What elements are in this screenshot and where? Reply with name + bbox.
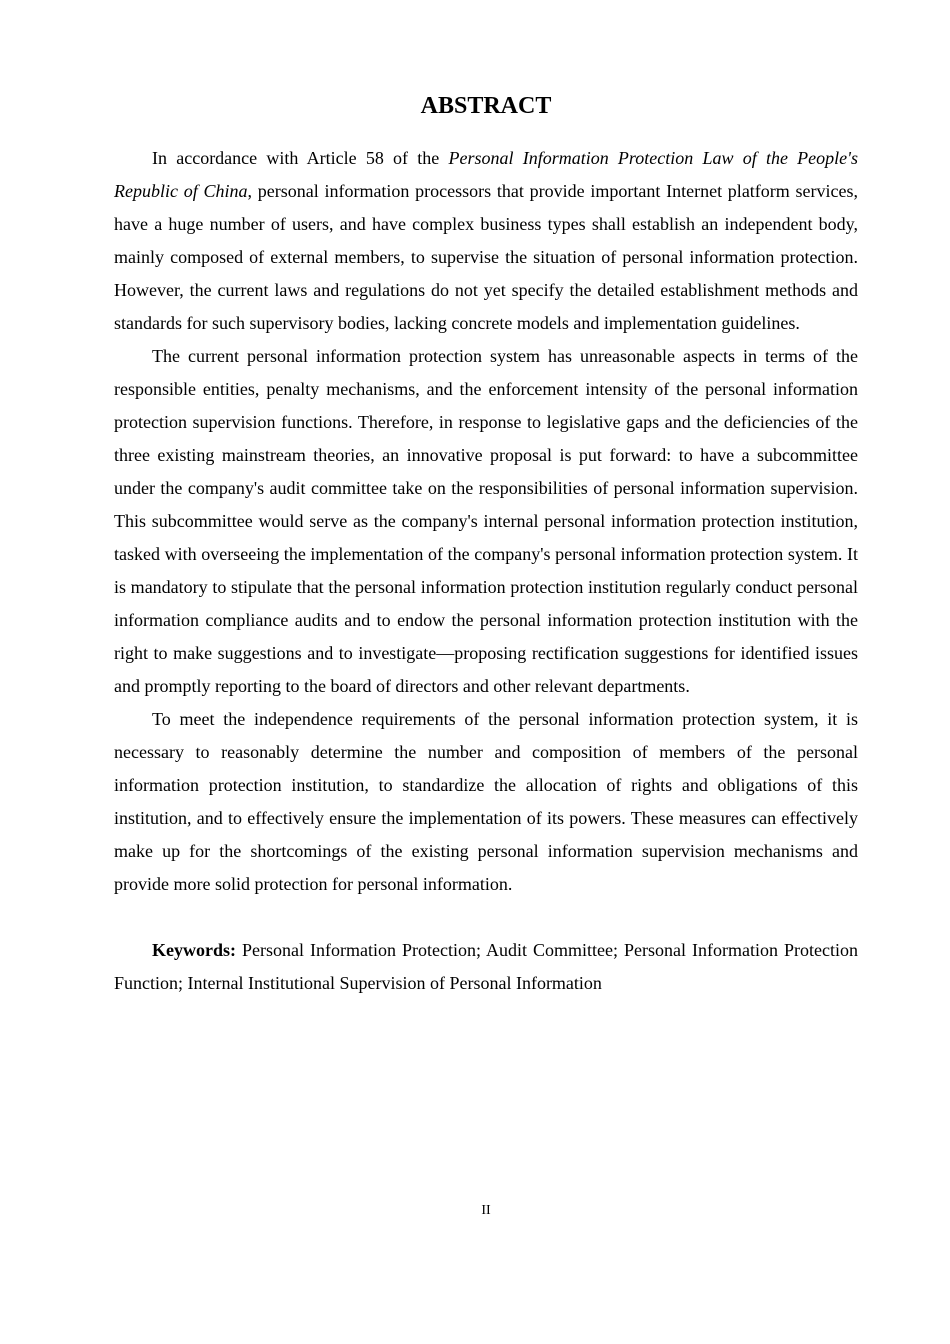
abstract-body [114,142,858,1000]
paragraph-1-lead: In accordance with Article 58 of the [152,148,449,168]
law-title: Personal Information Protection Law of the People's Republic of China [114,148,858,201]
abstract-paragraph-2: The current personal information protection system has unreasonable aspects in terms of the responsible entities, penalty mechanisms, and the enforcement intensity of the personal information protection supervision functions. Therefore, in response to legislative gaps and the deficiencies of the three existing mainstream theories, an innovative proposal is put forward: to have a subcommittee under the company's audit committee take on the responsibilities of personal information supervision. This subcommittee would serve as the company's internal personal information protection institution, tasked with overseeing the implementation of the company's personal information protection system. It is mandatory to stipulate that the personal information protection institution regularly conduct personal information compliance audits and to endow the personal information protection institution with the right to make suggestions and to investigate—proposing rectification suggestions for identified issues and promptly reporting to the board of directors and other relevant departments. [114,346,858,696]
keywords-label: Keywords: [152,940,236,960]
paragraph-1-rest: , personal information processors that provide important Internet platform services, have a huge number of users, and have complex business types shall establish an independent body, mainly composed of external members, to supervise the situation of personal information protection. However, the current laws and regulations do not yet specify the detailed establishment methods and standards for such supervisory bodies, lacking concrete models and implementation guidelines. [114,181,859,333]
abstract-paragraph-1 [114,142,858,340]
keywords-paragraph [114,934,858,1000]
keywords-text: Personal Information Protection; Audit Committee; Personal Information Protection Function; Internal Institutional Supervision of Personal Information [114,940,858,993]
abstract-title: ABSTRACT [420,93,552,119]
page-number: II [481,1203,491,1218]
abstract-paragraph-3: To meet the independence requirements of the personal information protection system, it is necessary to reasonably determine the number and composition of members of the personal information protection institution, to standardize the allocation of rights and obligations of this institution, and to effectively ensure the implementation of its powers. These measures can effectively make up for the shortcomings of the existing personal information supervision mechanisms and provide more solid protection for personal information. [114,709,858,894]
